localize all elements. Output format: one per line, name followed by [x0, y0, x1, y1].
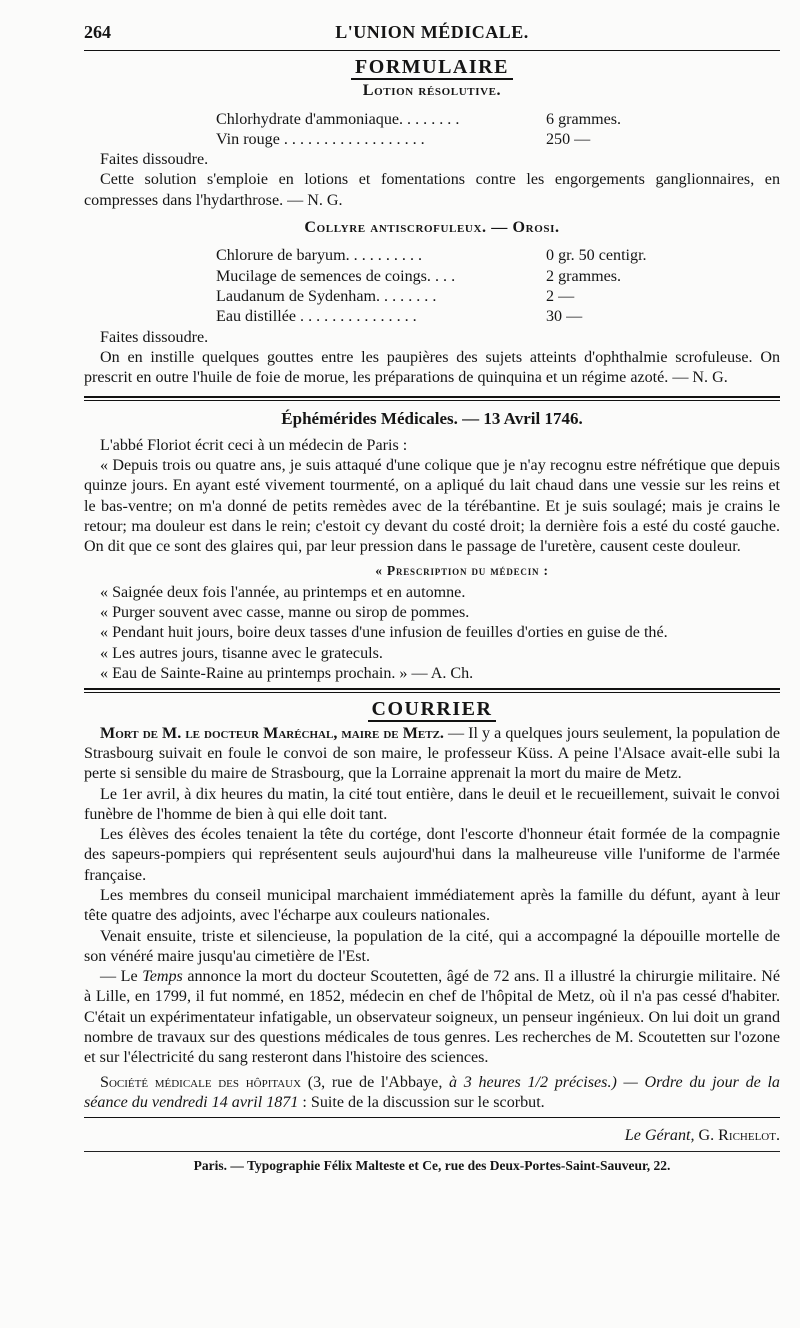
prescription-line: « Eau de Sainte-Raine au printemps prochain. » — A. Ch. [100, 665, 474, 683]
ephemerides-title: Éphémérides Médicales. — 13 Avril 1746. [281, 409, 583, 429]
footer-rule [84, 1151, 780, 1152]
prescription-line: « Saignée deux fois l'année, au printemps et en automne. [100, 583, 466, 601]
courrier-paragraph: Venait ensuite, triste et silencieuse, la population de la cité, qui a accompagné la dépouille mortelle de son vénéré maire jusqu'au cimetière de l'Est. [84, 927, 780, 965]
ephemerides-letter: « Depuis trois ou quatre ans, je suis attaqué d'une colique que je n'ay recognu estre néfrétique que depuis quinze jours. En ayant esté vivement tourmenté, on a apliqué du lait chaud dans une vessie sur les reins et le bas-ventre; on m'a donné de petits remèdes avec de la térébantine. Et je suis soulagé; mais je crains le retour; ma douleur est dans le rein; c'estoit cy devant du costé droit; la dernière fois a esté du costé gauche. On dit que ce sont des glaires qui, par leur pression dans le passage de l'uretère, causent ceste douleur. [84, 457, 780, 556]
recipe-row: Chlorhydrate d'ammoniaque. . . . . . . . 6 grammes. [216, 110, 622, 128]
journal-title: L'UNION MÉDICALE. [335, 22, 529, 42]
courrier-paragraph: Les membres du conseil municipal marchaient immédiatement après la famille du défunt, ayant à leur tête quatre des adjoints, avec l'écharpe aux couleurs nationales. [84, 886, 780, 925]
lotion-recipe [216, 110, 676, 151]
page-number: 264 [84, 22, 111, 42]
recipe-row: Mucilage de semences de coings. . . . 2 grammes. [216, 267, 622, 285]
lotion-text: Cette solution s'emploie en lotions et fomentations contre les engorgements ganglionnaires, en compresses dans l'hydarthrose. — N. G. [84, 171, 780, 209]
collyre-recipe [216, 246, 676, 327]
societe-notice: Société médicale des hôpitaux (3, rue de l'Abbaye, à 3 heures 1/2 précises.) — Ordre du jour de la séance du vendredi 14 avril 1871 : Suite de la discussion sur le scorbut. [84, 1073, 780, 1111]
collyre-text: On en instille quelques gouttes entre les paupières des sujets atteints d'ophthalmie scrofuleuse. On prescrit en outre l'huile de foie de morue, les préparations de quinquina et un régime azoté. — N. G. [84, 348, 780, 387]
header-rule [84, 50, 780, 51]
collyre-title: Collyre antiscrofuleux. — Orosi. [304, 219, 560, 237]
page-header [84, 22, 780, 50]
section-divider [84, 688, 780, 693]
prescription-title: « Prescription du médecin : [375, 562, 549, 578]
lotion-title: Lotion résolutive. [362, 82, 502, 100]
courrier-heading: Mort de M. le docteur Maréchal, maire de Metz. [100, 724, 444, 742]
courrier-paragraph: Le 1er avril, à dix heures du matin, la cité tout entière, dans le deuil et le recueillement, suivait le convoi funèbre de l'homme de bien à qui elle doit tant. [84, 785, 780, 823]
courrier-paragraph: Les élèves des écoles tenaient la tête du cortége, dont l'escorte d'honneur était formée de la compagnie des sapeurs-pompiers qui représentent seuls aujourd'hui dans la malheureuse ville l'uniforme de l'armée française. [84, 826, 780, 884]
recipe-row: Chlorure de baryum. . . . . . . . . . 0 gr. 50 centigr. [216, 247, 647, 265]
prescription-line: « Les autres jours, tisanne avec le grateculs. [100, 644, 383, 662]
ephemerides-intro: L'abbé Floriot écrit ceci à un médecin de Paris : [100, 436, 408, 454]
recipe-row: Laudanum de Sydenham. . . . . . . . 2 — [216, 287, 575, 305]
closing-rule [84, 1117, 780, 1118]
printer-footer: Paris. — Typographie Félix Malteste et Ce, rue des Deux-Portes-Saint-Sauveur, 22. [193, 1157, 671, 1173]
collyre-instruction: Faites dissoudre. [100, 328, 209, 346]
prescription-line: « Pendant huit jours, boire deux tasses d'une infusion de feuilles d'orties en guise de thé. [100, 624, 668, 642]
courrier-title: COURRIER [84, 699, 780, 719]
formulaire-title: FORMULAIRE [84, 57, 780, 77]
lotion-instruction: Faites dissoudre. [100, 151, 209, 169]
recipe-row: Eau distillée . . . . . . . . . . . . . . . 30 — [216, 308, 583, 326]
section-divider [84, 396, 780, 401]
courrier-paragraph: Mort de M. le docteur Maréchal, maire de Metz. — Il y a quelques jours seulement, la population de Strasbourg suivait en foule le convoi de son maire, le professeur Küss. A peine l'Alsace avait-elle subi la perte si sensible du maire de Strasbourg, que la Lorraine apprenait la mort du maire de Metz. [84, 724, 780, 783]
recipe-row: Vin rouge . . . . . . . . . . . . . . . . . . 250 — [216, 130, 591, 148]
courrier-paragraph: — Le Temps annonce la mort du docteur Scoutetten, âgé de 72 ans. Il a illustré la chirurgie militaire. Né à Lille, en 1799, il fut nommé, en 1852, médecin en chef de l'hôpital de Metz, où il n'a pas cessé d'habiter. C'était un expérimentateur infatigable, un observateur soigneux, un penseur ingénieux. On lui doit un grand nombre de travaux sur des questions médicales de tous genres. Les recherches de M. Scoutetten sur l'ozone et sur l'électricité du sang resteront dans l'histoire des sciences. [84, 968, 780, 1067]
prescription-line: « Purger souvent avec casse, manne ou sirop de pommes. [100, 604, 470, 622]
signature: Le Gérant, G. Richelot. [624, 1127, 780, 1145]
